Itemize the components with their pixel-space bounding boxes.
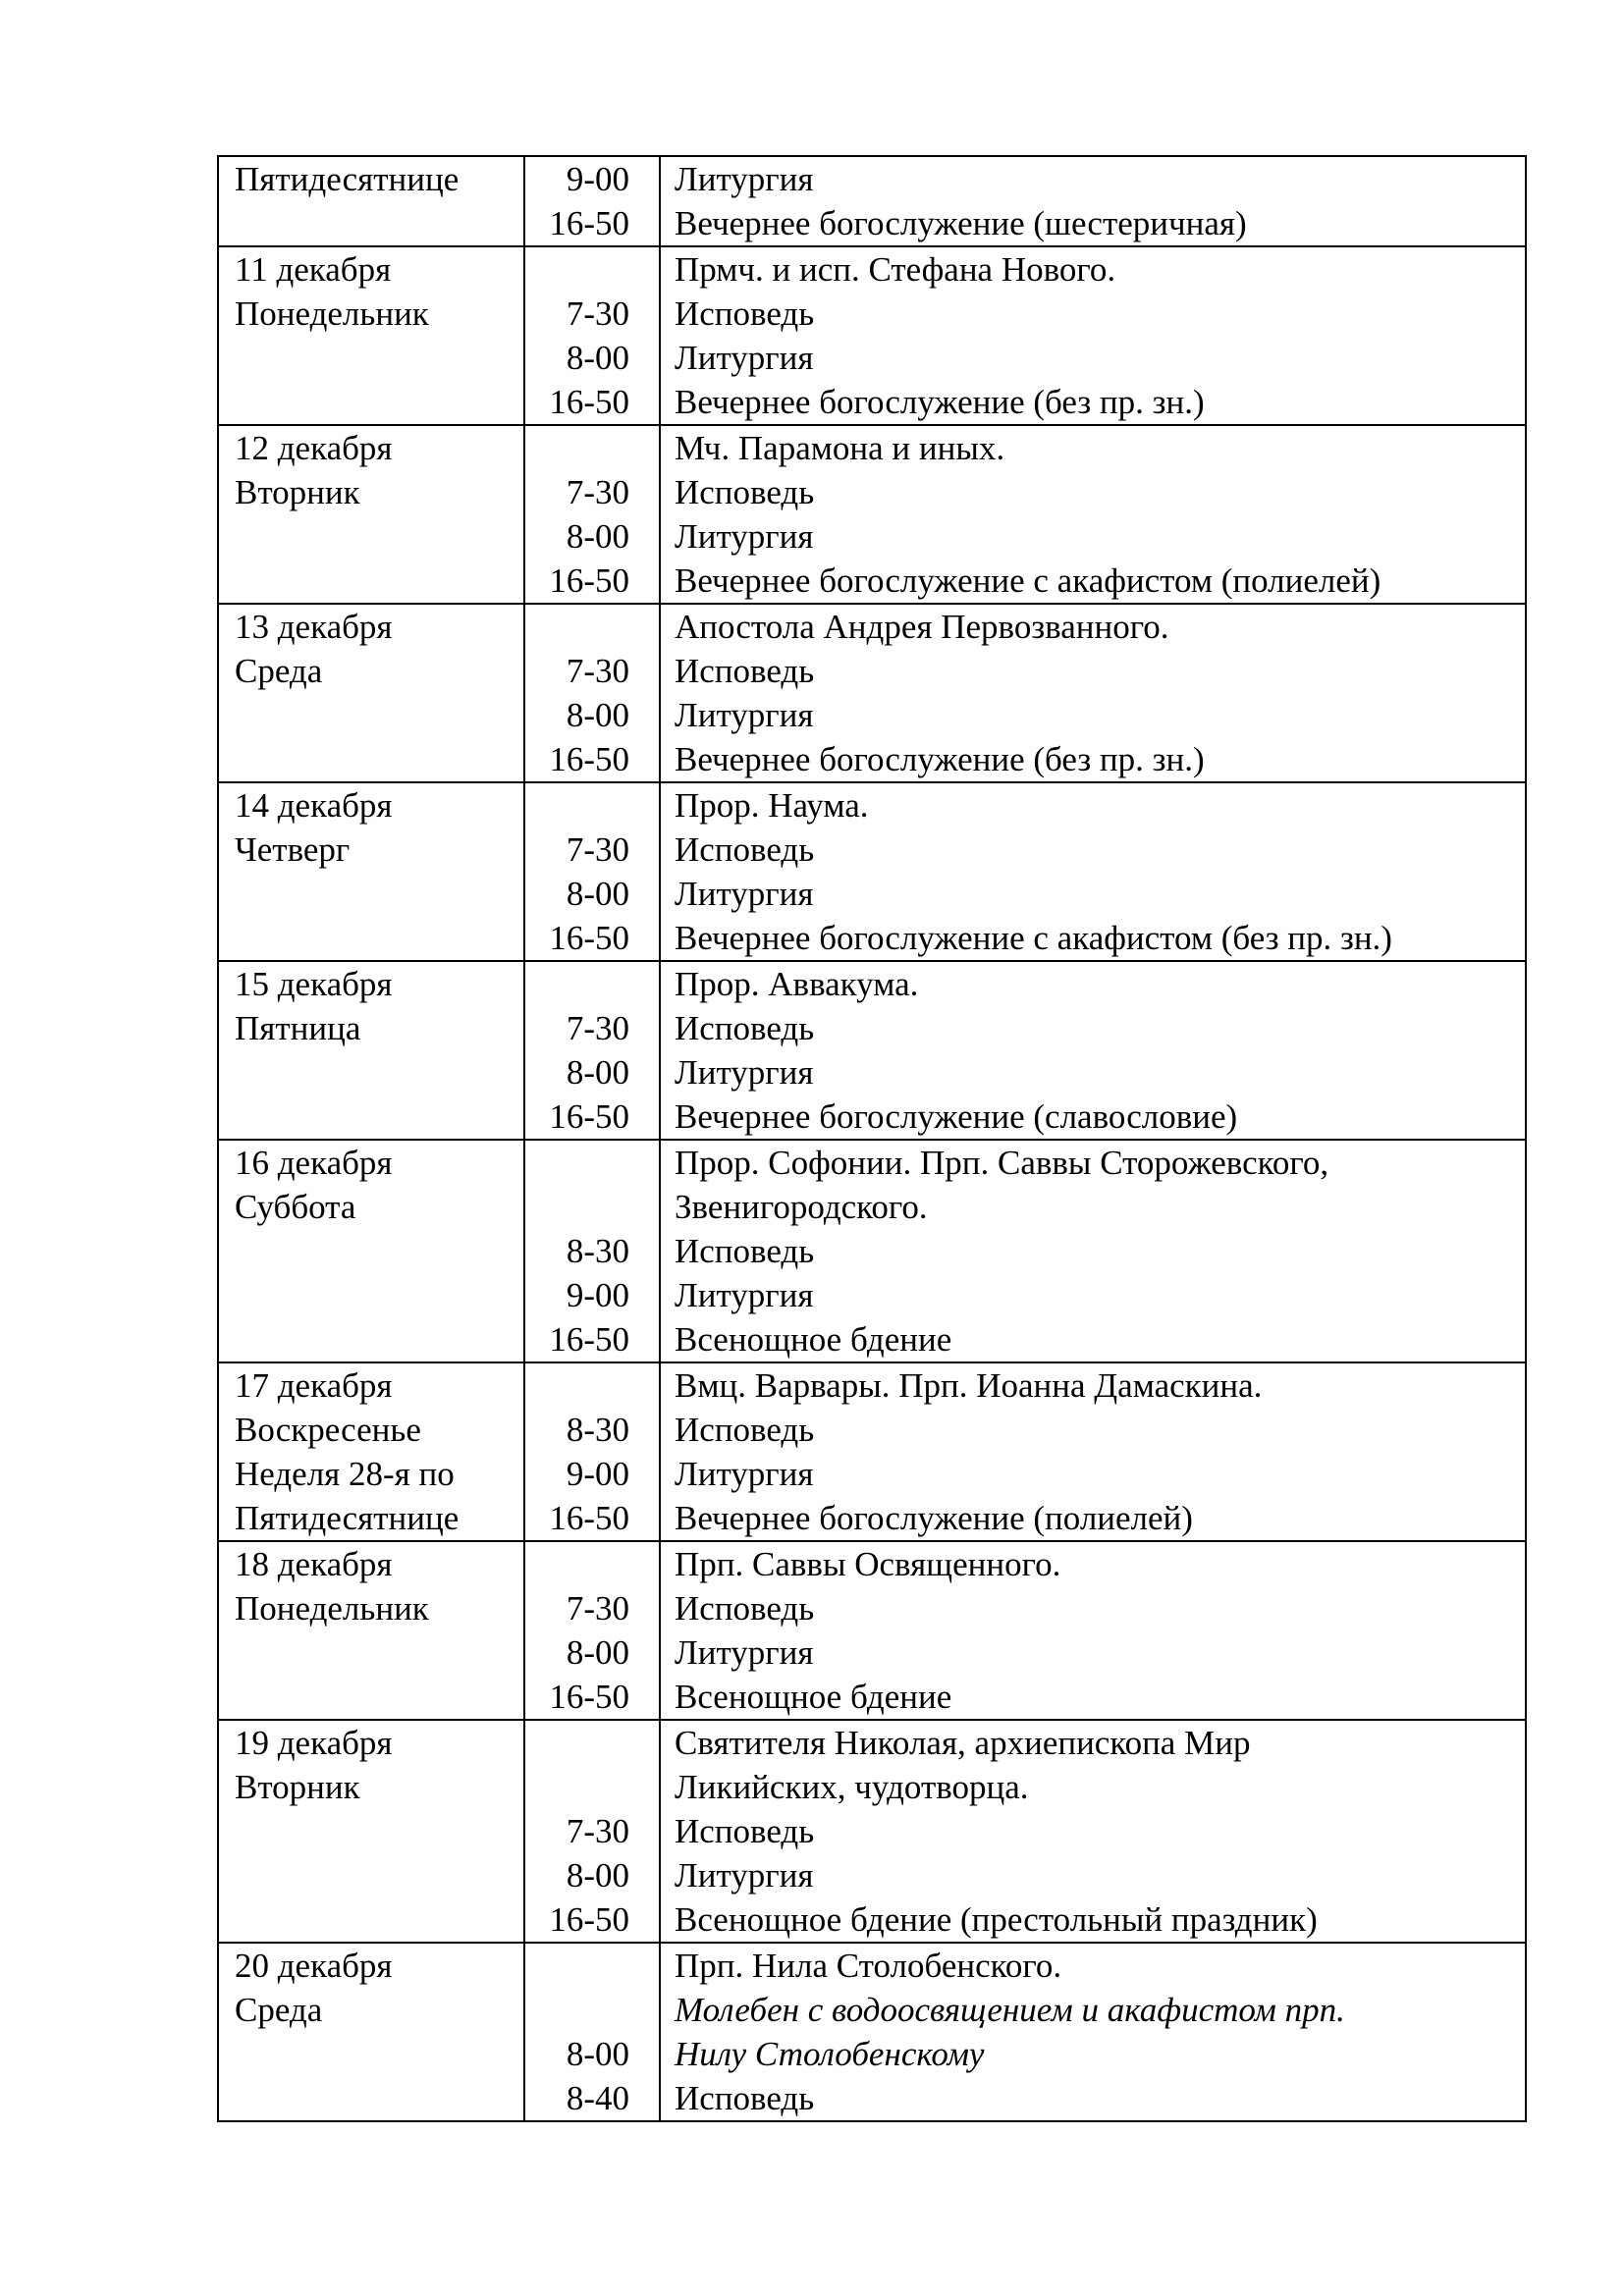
event-cell [660, 156, 1526, 246]
service-description: Литургия [675, 875, 814, 913]
service-description: Исповедь [675, 1009, 815, 1047]
service-description: Литургия [675, 339, 814, 377]
event-cell [660, 425, 1526, 604]
service-time [525, 1542, 629, 1586]
schedule-row [218, 246, 1526, 425]
service-time: 8-30 [566, 1232, 629, 1270]
date-line: 18 декабря [235, 1545, 393, 1583]
event-cell [660, 782, 1526, 961]
service-description: Прор. Софонии. Прп. Саввы Сторожевского, [675, 1144, 1329, 1182]
service-time [525, 605, 629, 649]
service-description: Вечернее богослужение (славословие) [675, 1097, 1238, 1136]
service-time: 8-40 [566, 2079, 629, 2117]
service-description: Литургия [675, 1053, 814, 1092]
date-line [235, 336, 523, 380]
date-cell [218, 156, 524, 246]
date-cell [218, 1140, 524, 1362]
service-description: Ликийских, чудотворца. [675, 1768, 1029, 1806]
date-line [235, 1809, 523, 1853]
service-description: Святителя Николая, архиепископа Мир [675, 1724, 1251, 1762]
date-line: 14 декабря [235, 786, 393, 825]
service-time: 8-00 [566, 875, 629, 913]
service-description: Вечернее богослужение (шестеричная) [675, 204, 1247, 242]
date-cell [218, 961, 524, 1140]
service-time: 9-00 [566, 1276, 629, 1314]
service-description: Литургия [675, 1276, 814, 1314]
service-description: Мч. Парамона и иных. [675, 429, 1005, 467]
date-cell [218, 782, 524, 961]
service-description: Литургия [675, 517, 814, 556]
service-time: 8-00 [566, 696, 629, 734]
event-cell [660, 604, 1526, 782]
event-cell [660, 1943, 1526, 2121]
schedule-body [218, 156, 1526, 2121]
date-line: 19 декабря [235, 1724, 393, 1762]
service-time: 16-50 [549, 1900, 629, 1939]
date-line: 15 декабря [235, 965, 393, 1003]
service-time [525, 247, 629, 292]
date-line: Пятидесятнице [235, 1499, 460, 1537]
service-description: Исповедь [675, 2079, 815, 2117]
date-cell [218, 1720, 524, 1943]
schedule-row [218, 425, 1526, 604]
service-time [525, 426, 629, 470]
service-description: Молебен с водоосвящением и акафистом прп. [675, 1991, 1345, 2029]
service-time: 7-30 [566, 473, 629, 511]
service-description: Вечернее богослужение с акафистом (без пр. зн.) [675, 919, 1392, 957]
schedule-row [218, 604, 1526, 782]
date-line: 13 декабря [235, 608, 393, 646]
service-time: 16-50 [549, 561, 629, 600]
date-line: Понедельник [235, 294, 429, 333]
service-time: 16-50 [549, 1678, 629, 1716]
date-line: Четверг [235, 830, 351, 869]
schedule-row [218, 1943, 1526, 2121]
date-line: 20 декабря [235, 1947, 393, 1985]
date-line [235, 2076, 523, 2120]
date-cell [218, 425, 524, 604]
date-line: Понедельник [235, 1589, 429, 1628]
date-cell [218, 1541, 524, 1720]
service-description: Всенощное бдение (престольный праздник) [675, 1900, 1318, 1939]
service-time: 8-00 [566, 2035, 629, 2073]
service-time: 7-30 [566, 1812, 629, 1850]
service-time: 16-50 [549, 919, 629, 957]
date-line [235, 2032, 523, 2076]
date-line: 17 декабря [235, 1366, 393, 1405]
date-line [235, 559, 523, 603]
service-time: 16-50 [549, 1499, 629, 1537]
service-description: Звенигородского. [675, 1188, 928, 1226]
date-line [235, 872, 523, 916]
service-description: Вмц. Варвары. Прп. Иоанна Дамаскина. [675, 1366, 1263, 1405]
service-time: 9-00 [566, 1455, 629, 1493]
date-line [235, 1050, 523, 1095]
service-description: Всенощное бдение [675, 1678, 952, 1716]
service-time: 8-00 [566, 1856, 629, 1895]
service-time: 16-50 [549, 383, 629, 421]
date-cell [218, 246, 524, 425]
date-line [235, 514, 523, 559]
service-time: 7-30 [566, 294, 629, 333]
time-cell [524, 156, 660, 246]
service-description: Прор. Аввакума. [675, 965, 919, 1003]
service-description: Прор. Наума. [675, 786, 869, 825]
date-line: Вторник [235, 473, 360, 511]
service-schedule-table [217, 155, 1527, 2122]
service-time [525, 1141, 629, 1185]
service-time [525, 1721, 629, 1765]
date-line: Неделя 28-я по [235, 1455, 455, 1493]
service-time [525, 1363, 629, 1408]
service-time: 7-30 [566, 830, 629, 869]
date-cell [218, 604, 524, 782]
service-time: 8-00 [566, 517, 629, 556]
service-time [525, 1944, 629, 1988]
service-time: 8-00 [566, 339, 629, 377]
service-time: 9-00 [566, 160, 629, 198]
service-description: Исповедь [675, 294, 815, 333]
date-cell [218, 1943, 524, 2121]
service-description: Исповедь [675, 652, 815, 690]
service-time: 16-50 [549, 204, 629, 242]
time-cell [524, 604, 660, 782]
date-line [235, 1317, 523, 1362]
service-time: 7-30 [566, 1009, 629, 1047]
service-description: Литургия [675, 160, 814, 198]
time-cell [524, 1362, 660, 1541]
service-description: Исповедь [675, 1589, 815, 1628]
date-line: Суббота [235, 1188, 356, 1226]
time-cell [524, 1140, 660, 1362]
service-description: Апостола Андрея Первозванного. [675, 608, 1169, 646]
date-line [235, 380, 523, 424]
time-cell [524, 425, 660, 604]
date-line: Пятница [235, 1009, 361, 1047]
service-description: Исповедь [675, 1411, 815, 1449]
date-line [235, 737, 523, 781]
service-time [525, 1988, 629, 2032]
date-line [235, 916, 523, 960]
date-line [235, 1853, 523, 1897]
date-cell [218, 1362, 524, 1541]
date-line: Среда [235, 652, 323, 690]
service-time: 7-30 [566, 652, 629, 690]
time-cell [524, 1943, 660, 2121]
service-description: Вечернее богослужение с акафистом (полиелей) [675, 561, 1381, 600]
date-line: Вторник [235, 1768, 360, 1806]
time-cell [524, 961, 660, 1140]
service-description: Нилу Столобенскому [675, 2035, 985, 2073]
event-cell [660, 246, 1526, 425]
date-line: Среда [235, 1991, 323, 2029]
event-cell [660, 1541, 1526, 1720]
service-time: 8-00 [566, 1633, 629, 1672]
time-cell [524, 1541, 660, 1720]
date-line: 12 декабря [235, 429, 393, 467]
service-description: Прп. Нила Столобенского. [675, 1947, 1062, 1985]
event-cell [660, 1362, 1526, 1541]
service-description: Прмч. и исп. Стефана Нового. [675, 250, 1116, 289]
service-time [525, 783, 629, 828]
schedule-row [218, 961, 1526, 1140]
service-description: Исповедь [675, 473, 815, 511]
date-line [235, 201, 523, 245]
date-line: 16 декабря [235, 1144, 393, 1182]
service-time: 8-00 [566, 1053, 629, 1092]
service-description: Вечернее богослужение (полиелей) [675, 1499, 1193, 1537]
event-cell [660, 1140, 1526, 1362]
service-description: Всенощное бдение [675, 1320, 952, 1359]
date-line [235, 1095, 523, 1139]
schedule-page [217, 155, 1525, 2122]
service-description: Литургия [675, 1856, 814, 1895]
date-line [235, 1273, 523, 1317]
schedule-row [218, 1541, 1526, 1720]
service-description: Литургия [675, 696, 814, 734]
date-line: Пятидесятнице [235, 160, 460, 198]
date-line: 11 декабря [235, 250, 392, 289]
date-line [235, 693, 523, 737]
schedule-row [218, 156, 1526, 246]
event-cell [660, 1720, 1526, 1943]
schedule-row [218, 1720, 1526, 1943]
service-description: Исповедь [675, 1232, 815, 1270]
time-cell [524, 246, 660, 425]
service-description: Вечернее богослужение (без пр. зн.) [675, 383, 1205, 421]
date-line [235, 1229, 523, 1273]
schedule-row [218, 1140, 1526, 1362]
service-description: Литургия [675, 1633, 814, 1672]
date-line: Воскресенье [235, 1411, 421, 1449]
service-time: 16-50 [549, 740, 629, 778]
service-description: Прп. Саввы Освященного. [675, 1545, 1061, 1583]
service-time [525, 1185, 629, 1229]
schedule-row [218, 1362, 1526, 1541]
date-line [235, 1675, 523, 1719]
service-time: 16-50 [549, 1320, 629, 1359]
service-time: 7-30 [566, 1589, 629, 1628]
date-line [235, 1897, 523, 1942]
event-cell [660, 961, 1526, 1140]
service-time: 8-30 [566, 1411, 629, 1449]
service-time: 16-50 [549, 1097, 629, 1136]
service-description: Исповедь [675, 1812, 815, 1850]
service-time [525, 1765, 629, 1809]
service-description: Вечернее богослужение (без пр. зн.) [675, 740, 1205, 778]
date-line [235, 1630, 523, 1675]
service-time [525, 962, 629, 1006]
time-cell [524, 782, 660, 961]
service-description: Литургия [675, 1455, 814, 1493]
time-cell [524, 1720, 660, 1943]
schedule-row [218, 782, 1526, 961]
service-description: Исповедь [675, 830, 815, 869]
